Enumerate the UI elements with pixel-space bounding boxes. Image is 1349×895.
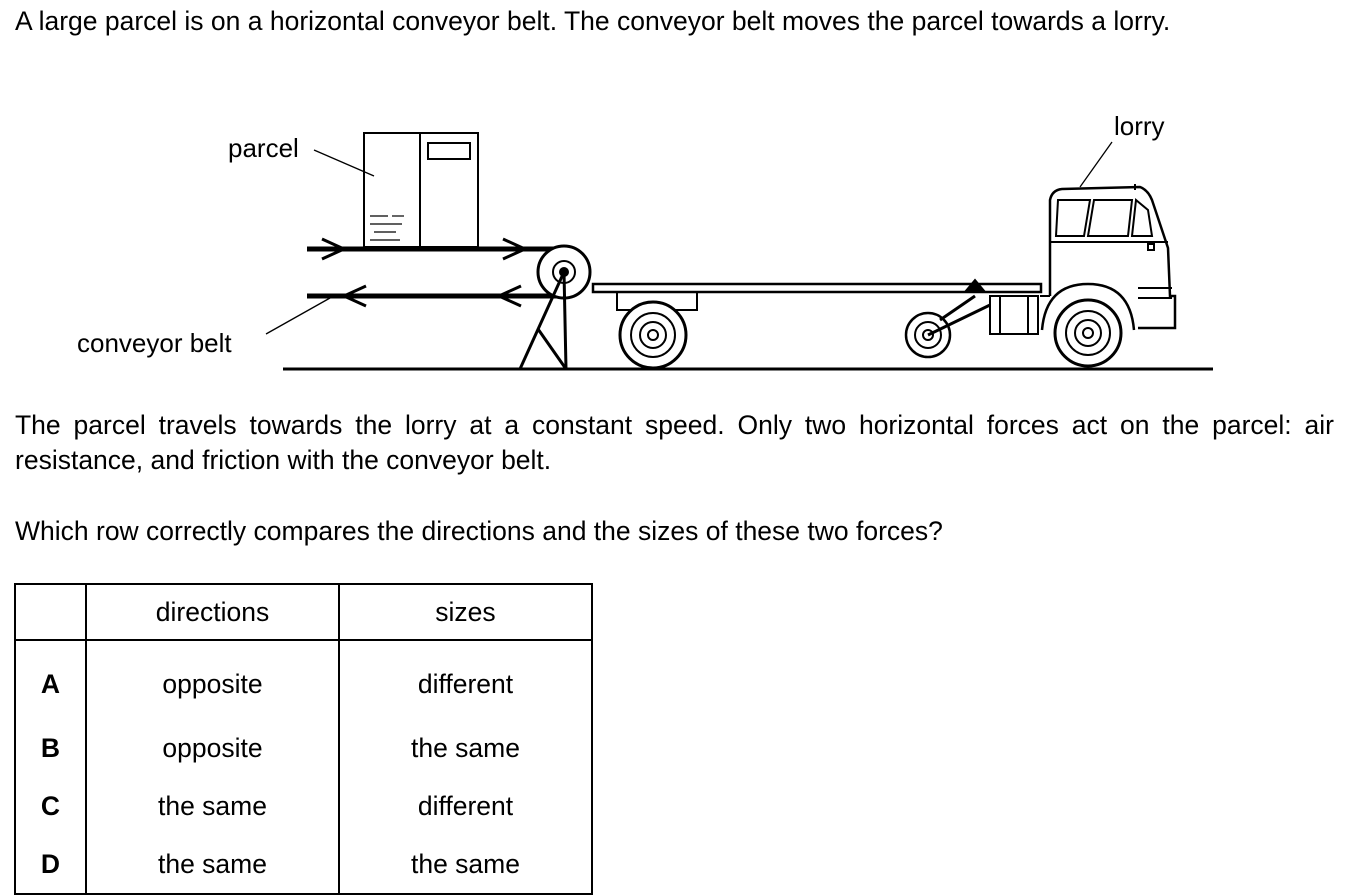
option-letter: A bbox=[15, 640, 86, 719]
option-letter: D bbox=[15, 835, 86, 894]
parcel-box bbox=[364, 133, 478, 247]
header-blank bbox=[15, 584, 86, 640]
conveyor-belt-label: conveyor belt bbox=[77, 328, 232, 358]
conveyor-lorry-diagram bbox=[0, 100, 1349, 390]
question-prompt: Which row correctly compares the directions and the sizes of these two forces? bbox=[15, 516, 943, 546]
conveyor-belt bbox=[307, 239, 590, 369]
table-row bbox=[15, 777, 592, 835]
lorry-label: lorry bbox=[1114, 111, 1165, 141]
table-row bbox=[15, 719, 592, 777]
answer-options-table bbox=[14, 583, 593, 895]
header-sizes: sizes bbox=[339, 584, 592, 640]
question-statement: The parcel travels towards the lorry at a constant speed. Only two horizontal forces act on the parcel: air resistance, and friction with the conveyor belt. bbox=[15, 410, 1334, 475]
option-sizes: the same bbox=[339, 835, 592, 894]
table-row bbox=[15, 640, 592, 719]
table-row bbox=[15, 835, 592, 894]
parcel-label: parcel bbox=[228, 133, 299, 163]
question-intro: A large parcel is on a horizontal conveyor belt. The conveyor belt moves the parcel towards a lorry. bbox=[15, 6, 1171, 36]
option-sizes: different bbox=[339, 777, 592, 835]
option-sizes: the same bbox=[339, 719, 592, 777]
header-directions: directions bbox=[86, 584, 339, 640]
option-directions: opposite bbox=[86, 640, 339, 719]
lorry bbox=[593, 184, 1175, 368]
option-directions: the same bbox=[86, 777, 339, 835]
option-directions: opposite bbox=[86, 719, 339, 777]
option-sizes: different bbox=[339, 640, 592, 719]
lorry-leader-line bbox=[1080, 142, 1112, 187]
conveyor-belt-leader-line bbox=[266, 298, 330, 334]
table-header-row bbox=[15, 584, 592, 640]
option-letter: B bbox=[15, 719, 86, 777]
option-directions: the same bbox=[86, 835, 339, 894]
option-letter: C bbox=[15, 777, 86, 835]
